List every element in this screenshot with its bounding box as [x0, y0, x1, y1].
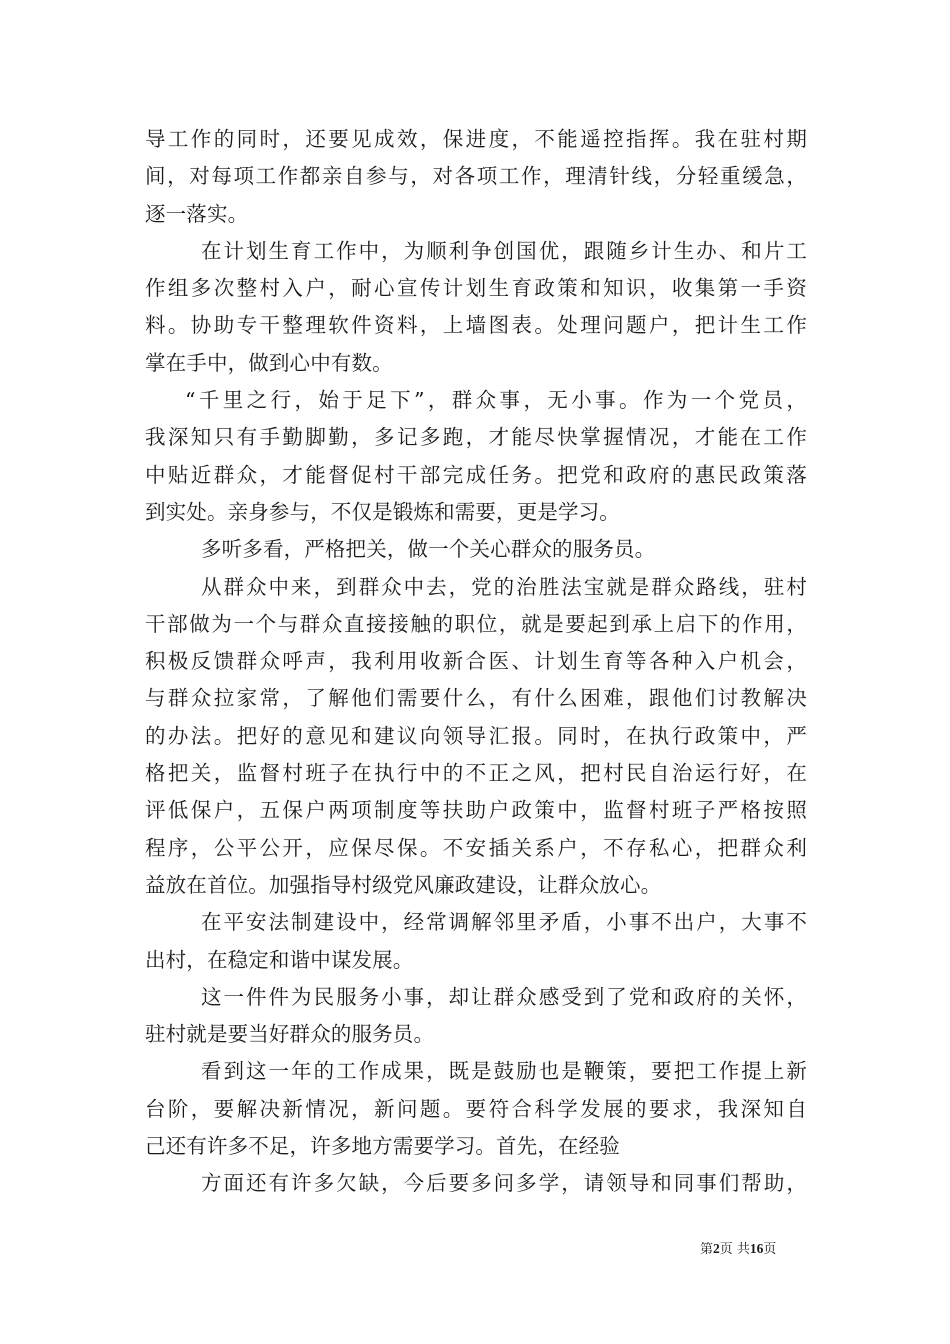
paragraph-first-line: 在平安法制建设中，经常调解邻里矛盾，小事不出户，大事不 — [201, 910, 807, 935]
text-line: 益放在首位。加强指导村级党风廉政建设，让群众放心。 — [145, 872, 662, 897]
text-line: 评低保户，五保户两项制度等扶助户政策中，监督村班子严格按照 — [145, 798, 807, 823]
text-line: 驻村就是要当好群众的服务员。 — [145, 1022, 435, 1047]
footer-page-number: 2 — [713, 1241, 720, 1256]
text-line: 程序，公平公开，应保尽保。不安插关系户，不存私心，把群众利 — [145, 835, 807, 860]
paragraph-first-line: 这一件件为民服务小事，却让群众感受到了党和政府的关怀， — [201, 984, 807, 1009]
footer-total-pages: 16 — [749, 1241, 764, 1256]
text-line: 掌在手中，做到心中有数。 — [145, 350, 393, 375]
paragraph-first-line: 在计划生育工作中，为顺利争创国优，跟随乡计生办、和片工 — [201, 238, 807, 263]
text-line: 中贴近群众，才能督促村干部完成任务。把党和政府的惠民政策落 — [145, 462, 807, 487]
text-line: 导工作的同时，还要见成效，保进度，不能遥控指挥。我在驻村期 — [145, 127, 807, 151]
text-line: 台阶，要解决新情况，新问题。要符合科学发展的要求，我深知自 — [145, 1096, 807, 1121]
page-footer — [700, 1238, 820, 1257]
text-line: 己还有许多不足，许多地方需要学习。首先，在经验 — [145, 1134, 620, 1159]
text-line: 作组多次整村入户，耐心宣传计划生育政策和知识，收集第一手资 — [145, 276, 807, 301]
text-line: 我深知只有手勤脚勤，多记多跑，才能尽快掌握情况，才能在工作 — [145, 425, 807, 450]
text-line: 出村，在稳定和谐中谋发展。 — [145, 947, 414, 972]
text-line: 格把关，监督村班子在执行中的不正之风，把村民自治运行好，在 — [145, 761, 807, 786]
paragraph-first-line: “千里之行，始于足下”，群众事，无小事。作为一个党员， — [185, 388, 807, 413]
footer-middle: 页 共 — [719, 1242, 750, 1257]
text-line: 的办法。把好的意见和建议向领导汇报。同时，在执行政策中，严 — [145, 723, 807, 748]
footer-suffix: 页 — [763, 1242, 777, 1257]
text-line: 与群众拉家常，了解他们需要什么，有什么困难，跟他们讨教解决 — [145, 686, 807, 711]
text-line: 逐一落实。 — [145, 201, 249, 226]
text-line: 间，对每项工作都亲自参与，对各项工作，理清针线，分轻重缓急， — [145, 164, 807, 189]
paragraph-first-line: 从群众中来，到群众中去，党的治胜法宝就是群众路线，驻村 — [201, 574, 807, 599]
text-line: 到实处。亲身参与，不仅是锻炼和需要，更是学习。 — [145, 499, 620, 524]
paragraph-first-line: 看到这一年的工作成果，既是鼓励也是鞭策，要把工作提上新 — [201, 1059, 807, 1084]
footer-prefix: 第 — [700, 1242, 714, 1257]
text-line: 积极反馈群众呼声，我利用收新合医、计划生育等各种入户机会， — [145, 649, 807, 674]
body-text — [145, 121, 807, 1203]
paragraph-first-line: 方面还有许多欠缺，今后要多问多学，请领导和同事们帮助， — [201, 1171, 807, 1196]
text-line: 料。协助专干整理软件资料，上墙图表。处理问题户，把计生工作 — [145, 313, 807, 338]
section-heading-line: 多听多看，严格把关，做一个关心群众的服务员。 — [201, 537, 656, 562]
text-line: 干部做为一个与群众直接接触的职位，就是要起到承上启下的作用， — [145, 611, 807, 636]
